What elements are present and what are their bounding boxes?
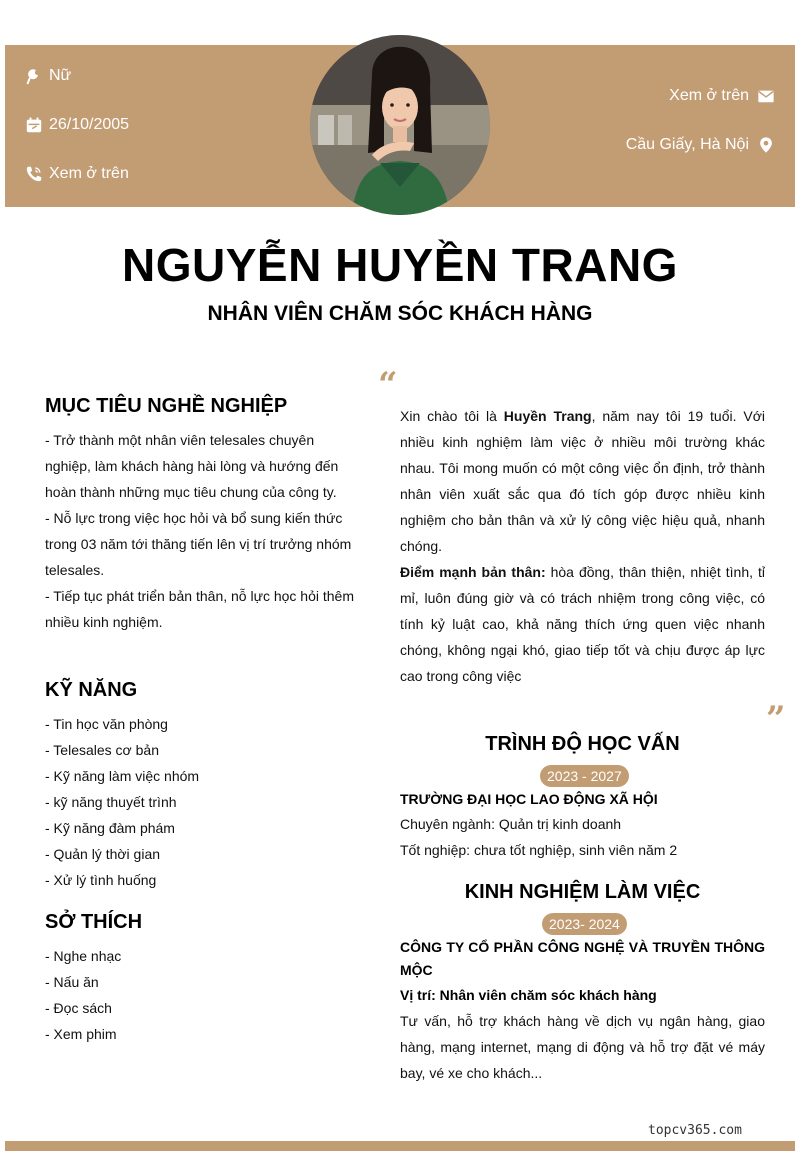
hobby-item: - Đọc sách [45, 1000, 112, 1016]
open-quote-icon: “ [378, 365, 398, 405]
objective-line: - Nỗ lực trong việc học hỏi và bổ sung kiến thức [45, 510, 343, 526]
address-text: Cầu Giấy, Hà Nội [625, 136, 749, 153]
objective-line: trong 03 năm tới thăng tiến lên vị trí trưởng nhóm [45, 536, 352, 552]
email-text: Xem ở trên [669, 87, 749, 104]
email-info [669, 87, 775, 105]
skill-item: - Tin học văn phòng [45, 716, 168, 732]
phone-icon [25, 165, 43, 183]
phone-text: Xem ở trên [49, 165, 129, 182]
strength-text: hòa đồng, thân thiện, nhiệt tình, tỉ mỉ, luôn đúng giờ và có trách nhiệm trong công việc, có tính kỷ luật cao, khả năng thích ứng quen việc nhanh chóng, không ngại khó, giao tiếp tốt và chịu được áp lực cao trong công việc [400, 564, 765, 684]
candidate-name: NGUYỄN HUYỀN TRANG [122, 239, 678, 291]
objective-line: hoàn thành những mục tiêu chung của công ty. [45, 484, 337, 500]
skills-title: KỸ NĂNG [45, 679, 138, 701]
hobbies-title: SỞ THÍCH [45, 911, 143, 933]
education-title: TRÌNH ĐỘ HỌC VẤN [485, 733, 680, 755]
hobby-item: - Nấu ăn [45, 974, 99, 990]
about-intro [400, 403, 765, 559]
gender-icon [25, 67, 43, 85]
phone-info [25, 165, 129, 183]
skill-item: - kỹ năng thuyết trình [45, 794, 177, 810]
objective-line: - Tiếp tục phát triển bản thân, nỗ lực học hỏi thêm [45, 588, 354, 604]
skill-item: - Kỹ năng làm việc nhóm [45, 768, 200, 784]
hobbies-list [45, 943, 365, 1047]
dob-text: 26/10/2005 [49, 116, 130, 133]
education-period-badge: 2023 - 2027 [540, 765, 629, 787]
school-name: TRƯỜNG ĐẠI HỌC LAO ĐỘNG XÃ HỘI [400, 791, 658, 807]
job-position: Vị trí: Nhân viên chăm sóc khách hàng [400, 987, 657, 1003]
dob-info [25, 116, 129, 134]
objective-line: - Trở thành một nhân viên telesales chuyên [45, 432, 315, 448]
experience-period-badge: 2023- 2024 [542, 913, 627, 935]
objective-title: MỤC TIÊU NGHỀ NGHIỆP [45, 395, 288, 417]
footer-site: topcv365.com [648, 1123, 742, 1138]
portrait-photo [310, 35, 490, 215]
objective-line: nhiều kinh nghiệm. [45, 614, 163, 630]
skill-item: - Quản lý thời gian [45, 846, 161, 862]
about-text [400, 403, 765, 689]
job-description: Tư vấn, hỗ trợ khách hàng về dịch vụ ngân hàng, giao hàng, mạng internet, mạng di động và hỗ trợ đặt vé máy bay, vé xe cho khách... [400, 1013, 765, 1081]
company-name: CÔNG TY CỔ PHẦN CÔNG NGHỆ VÀ TRUYỀN THÔNG MỘC [400, 939, 765, 978]
about-intro-name: Huyền Trang [503, 408, 592, 424]
about-intro-rest: , năm nay tôi 19 tuổi. Với nhiều kinh nghiệm làm việc ở nhiều môi trường khác nhau. Tôi mong muốn có một công việc ổn định, trở thành nhân viên xuất sắc qua đó tích góp được nhiều kinh nghiệm cho bản thân và xử lý công việc hiệu quả, nhanh chóng. [400, 408, 766, 554]
about-intro-prefix: Xin chào tôi là [400, 408, 504, 424]
skill-item: - Telesales cơ bản [45, 742, 159, 758]
objective-line: telesales. [45, 562, 105, 578]
education-status: Tốt nghiệp: chưa tốt nghiệp, sinh viên năm 2 [400, 842, 678, 858]
job-title: NHÂN VIÊN CHĂM SÓC KHÁCH HÀNG [207, 302, 593, 325]
calendar-icon [25, 116, 43, 134]
avatar [310, 35, 490, 215]
gender-text: Nữ [49, 67, 72, 84]
objective-text [45, 427, 365, 635]
experience-title: KINH NGHIỆM LÀM VIỆC [464, 881, 701, 903]
skill-item: - Xử lý tình huống [45, 872, 157, 888]
hobby-item: - Xem phim [45, 1026, 117, 1042]
hobby-item: - Nghe nhạc [45, 948, 122, 964]
email-icon [757, 87, 775, 105]
skill-item: - Kỹ năng đàm phám [45, 820, 175, 836]
gender-info [25, 67, 71, 85]
about-strength [400, 559, 765, 689]
education-major: Chuyên ngành: Quản trị kinh doanh [400, 816, 622, 832]
strength-label: Điểm mạnh bản thân: [400, 564, 546, 580]
close-quote-icon: ” [766, 699, 786, 739]
footer-bar [5, 1141, 795, 1151]
address-info [626, 136, 775, 154]
skills-list [45, 711, 365, 893]
objective-line: nghiệp, làm khách hàng hài lòng và hướng đến [45, 458, 339, 474]
location-icon [757, 136, 775, 154]
